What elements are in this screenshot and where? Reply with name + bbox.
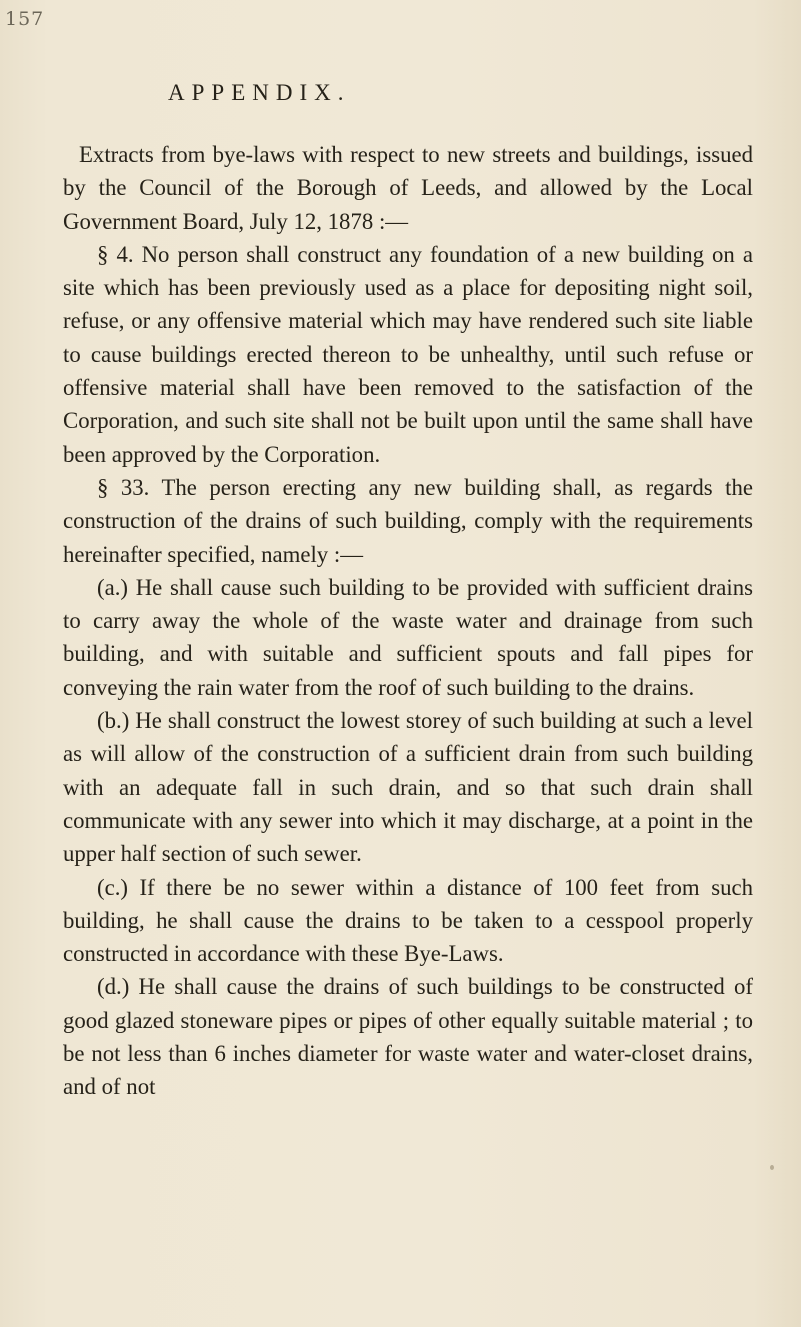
- clause-a-paragraph: (a.) He shall cause such building to be provided with sufficient drains to carry away the whole of the waste water and drainage from such building, and with suitable and sufficient spouts and fall pipes for conveying the rain water from the roof of such building to the drains.: [63, 574, 753, 700]
- clause-c-paragraph: (c.) If there be no sewer within a distance of 100 feet from such building, he shall cause the drains to be taken to a cesspool properly constructed in accordance with these Bye-Laws.: [63, 874, 753, 967]
- section-33-paragraph: § 33. The person erecting any new building shall, as regards the construction of the drains of such building, comply with the requirements hereinafter specified, namely :—: [63, 474, 753, 567]
- section-4-paragraph: § 4. No person shall construct any foundation of a new building on a site which has been previously used as a place for depositing night soil, refuse, or any offensive material which may have rendered such site liable to cause buildings erected thereon to be unhealthy, until such refuse or offensive material shall have been removed to the satisfaction of the Corporation, and such site shall not be built upon until the same shall have been approved by the Corporation.: [63, 241, 753, 467]
- body-text: [63, 138, 753, 1104]
- intro-paragraph: Extracts from bye-laws with respect to new streets and buildings, issued by the Council of the Borough of Leeds, and allowed by the Local Government Board, July 12, 1878 :—: [63, 142, 753, 234]
- paper-speck: [770, 1165, 774, 1170]
- clause-d-paragraph: (d.) He shall cause the drains of such buildings to be constructed of good glazed stoneware pipes or pipes of other equally suitable material ; to be not less than 6 inches diameter for waste water and water-closet drains, and of not: [63, 974, 753, 1100]
- appendix-heading: APPENDIX.: [168, 80, 351, 105]
- page-number: 157: [5, 8, 45, 30]
- clause-b-paragraph: (b.) He shall construct the lowest storey of such building at such a level as will allow of the construction of a sufficient drain from such building with an adequate fall in such drain, and so that such drain shall communicate with any sewer into which it may discharge, at a point in the upper half section of such sewer.: [63, 708, 753, 867]
